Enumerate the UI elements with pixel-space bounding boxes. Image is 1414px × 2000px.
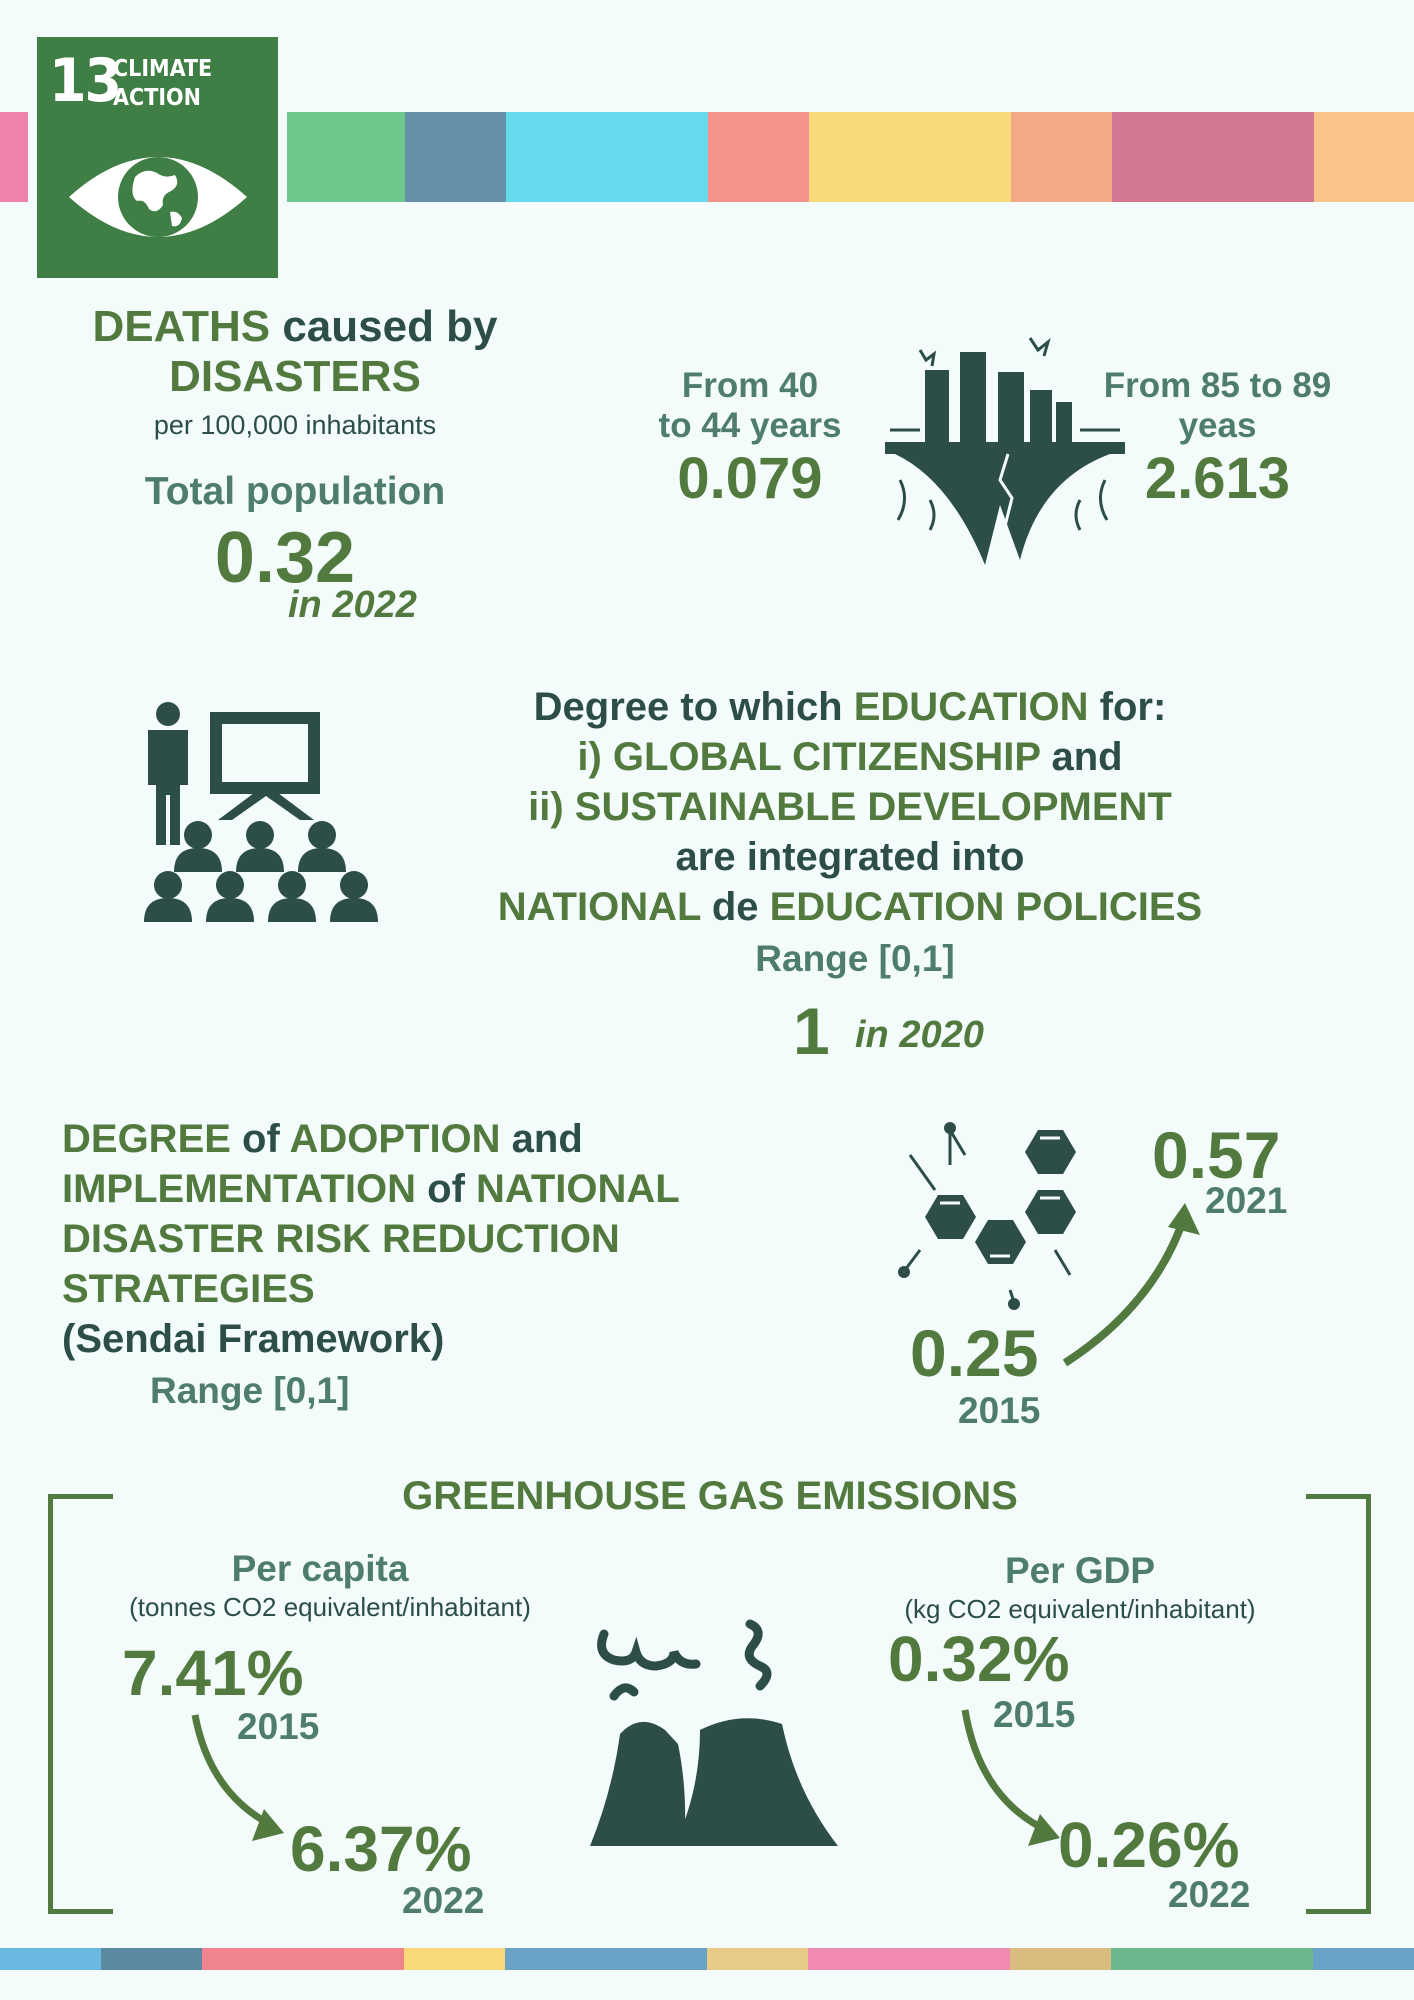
badge-label — [113, 55, 212, 113]
young-age-label-line2: to 44 years — [658, 406, 842, 445]
sendai-l1-d: and — [500, 1117, 583, 1161]
stripe — [404, 1948, 505, 1970]
per-gdp-2015-value: 0.32% — [888, 1623, 1070, 1695]
sendai-l5: (Sendai Framework) — [62, 1317, 445, 1361]
stripe — [1314, 112, 1414, 202]
sendai-l2-a: IMPLEMENTATION — [62, 1167, 417, 1211]
stripe — [202, 1948, 404, 1970]
stripe — [287, 112, 405, 202]
education-line2-a: i) GLOBAL CITIZENSHIP — [577, 735, 1041, 779]
stripe — [101, 1948, 202, 1970]
old-age-value: 2.613 — [1144, 446, 1291, 511]
badge-number: 13 — [49, 46, 121, 116]
per-capita-decrease-arrow-icon — [180, 1705, 290, 1845]
stripe — [808, 1948, 1010, 1970]
per-gdp-label: Per GDP — [1004, 1550, 1156, 1591]
sendai-l3: DISASTER RISK REDUCTION — [62, 1217, 620, 1261]
young-age-label-line1: From 40 — [681, 366, 819, 405]
deaths-word: DEATHS — [92, 302, 271, 351]
sendai-l1-c: ADOPTION — [289, 1117, 501, 1161]
education-line1-b: EDUCATION — [853, 685, 1089, 729]
caused-by-word: caused by — [270, 302, 498, 351]
education-heading — [440, 682, 1260, 932]
stripe — [506, 112, 708, 202]
education-line1-c: for: — [1088, 685, 1167, 729]
sendai-l2-c: NATIONAL — [476, 1167, 680, 1211]
total-population-value: 0.32 — [214, 518, 356, 598]
classroom-icon — [138, 700, 388, 922]
right-bracket — [1306, 1494, 1371, 1914]
ghg-title: GREENHOUSE GAS EMISSIONS — [402, 1474, 1018, 1518]
per-capita-2022-year: 2022 — [402, 1880, 485, 1921]
increase-arrow-icon — [1060, 1195, 1200, 1375]
deaths-title — [40, 302, 550, 402]
stripe — [505, 1948, 707, 1970]
per-capita-unit: (tonnes CO2 equivalent/inhabitant) — [129, 1592, 531, 1622]
per-gdp-2022-value: 0.26% — [1058, 1809, 1240, 1881]
sendai-heading — [62, 1114, 822, 1364]
deaths-subtitle: per 100,000 inhabitants — [153, 410, 437, 440]
per-gdp-decrease-arrow-icon — [950, 1700, 1065, 1850]
young-age-label — [640, 366, 860, 446]
sendai-l2-b: of — [416, 1167, 477, 1211]
disasters-word: DISASTERS — [169, 352, 421, 401]
sdg-13-badge — [37, 37, 278, 278]
earthquake-icon — [880, 330, 1130, 570]
stripe — [1112, 112, 1314, 202]
old-age-label-line1: From 85 to 89 — [1103, 366, 1332, 405]
per-capita-2015-value: 7.41% — [122, 1637, 304, 1709]
education-line5-a: NATIONAL — [497, 885, 701, 929]
stripe — [1011, 112, 1112, 202]
stripe — [1111, 1948, 1313, 1970]
education-line5-c: EDUCATION POLICIES — [769, 885, 1203, 929]
education-value: 1 — [793, 994, 830, 1068]
education-line1-a: Degree to which — [533, 685, 854, 729]
per-gdp-2022-year: 2022 — [1168, 1874, 1251, 1915]
education-line5-b: de — [700, 885, 770, 929]
cooling-towers-icon — [590, 1612, 840, 1852]
per-gdp-2015-year: 2015 — [993, 1694, 1076, 1735]
education-line4: are integrated into — [675, 835, 1025, 879]
stripe — [1010, 1948, 1111, 1970]
stripe — [809, 112, 1011, 202]
stripe — [405, 112, 506, 202]
total-population-label: Total population — [144, 470, 446, 513]
stripe — [708, 112, 809, 202]
stripe — [1313, 1948, 1414, 1970]
sendai-l1-a: DEGREE — [62, 1117, 231, 1161]
total-population-year: in 2022 — [288, 584, 417, 626]
badge-label-line1: CLIMATE — [113, 56, 213, 82]
old-age-label-line2: yeas — [1178, 406, 1257, 445]
old-age-label — [1095, 366, 1340, 446]
stripe — [707, 1948, 808, 1970]
left-bracket — [48, 1494, 113, 1914]
sendai-range: Range [0,1] — [150, 1370, 350, 1411]
sendai-year-2021: 2021 — [1205, 1180, 1288, 1221]
sendai-year-2015: 2015 — [958, 1390, 1041, 1431]
education-line3: ii) SUSTAINABLE DEVELOPMENT — [528, 785, 1172, 829]
education-range: Range [0,1] — [755, 938, 955, 979]
young-age-value: 0.079 — [677, 446, 823, 511]
per-capita-2022-value: 6.37% — [290, 1813, 472, 1885]
sendai-value-2021: 0.57 — [1152, 1118, 1281, 1192]
education-line2-b: and — [1040, 735, 1123, 779]
per-capita-label: Per capita — [231, 1548, 409, 1589]
badge-label-line2: ACTION — [113, 85, 201, 111]
per-capita-2015-year: 2015 — [237, 1706, 320, 1747]
education-year: in 2020 — [855, 1014, 984, 1056]
stripe — [0, 1948, 101, 1970]
stripe — [0, 112, 28, 202]
eye-globe-icon — [65, 137, 251, 257]
network-icon — [880, 1120, 1080, 1310]
per-gdp-unit: (kg CO2 equivalent/inhabitant) — [904, 1594, 1256, 1624]
sendai-value-2015: 0.25 — [910, 1316, 1039, 1390]
sendai-l1-b: of — [230, 1117, 290, 1161]
sendai-l4: STRATEGIES — [62, 1267, 315, 1311]
